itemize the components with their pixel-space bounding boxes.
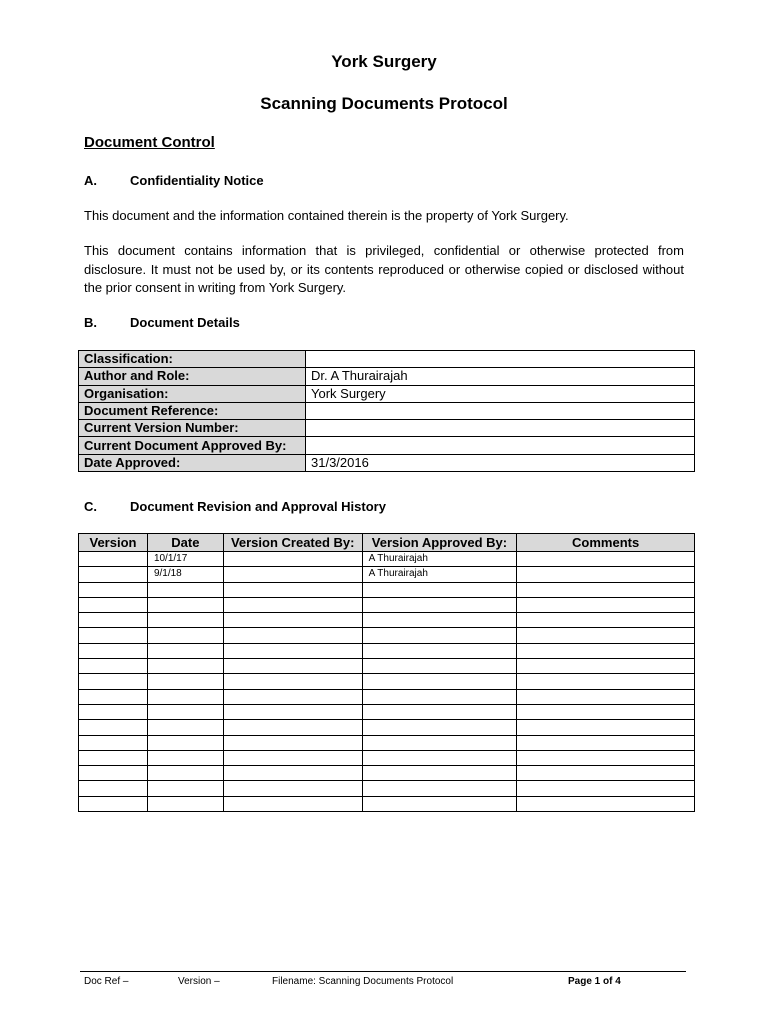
section-letter: C. <box>84 499 97 514</box>
history-row <box>79 750 695 765</box>
history-cell <box>362 628 517 643</box>
history-cell <box>223 552 362 567</box>
details-value <box>306 420 695 437</box>
history-cell <box>147 659 223 674</box>
history-cell <box>79 582 148 597</box>
history-cell <box>147 704 223 719</box>
history-cell <box>79 735 148 750</box>
section-title: Document Revision and Approval History <box>130 499 386 514</box>
history-cell <box>147 796 223 811</box>
history-cell <box>223 659 362 674</box>
history-cell <box>517 597 695 612</box>
history-cell <box>147 766 223 781</box>
details-value <box>306 437 695 454</box>
history-row <box>79 735 695 750</box>
history-cell: A Thurairajah <box>362 552 517 567</box>
history-row <box>79 613 695 628</box>
history-row <box>79 796 695 811</box>
history-row <box>79 552 695 567</box>
document-title: York Surgery <box>331 52 437 71</box>
section-c-heading <box>84 499 386 514</box>
section-letter: B. <box>84 315 97 330</box>
history-cell <box>147 643 223 658</box>
history-cell <box>79 659 148 674</box>
history-cell <box>517 781 695 796</box>
details-row <box>79 420 695 437</box>
history-row <box>79 582 695 597</box>
details-row <box>79 454 695 471</box>
history-cell <box>362 613 517 628</box>
details-row <box>79 368 695 385</box>
history-cell <box>223 704 362 719</box>
footer-divider <box>80 971 686 972</box>
history-cell <box>362 689 517 704</box>
confidentiality-paragraph-2: This document contains information that is privileged, confidential or otherwise protected from disclosure. It must not be used by, or its contents reproduced or otherwise copied or disclosed without the prior consent in writing from York Surgery. <box>84 243 684 295</box>
history-column-header: Date <box>147 534 223 552</box>
history-cell <box>223 735 362 750</box>
history-row <box>79 689 695 704</box>
footer-filename: Filename: Scanning Documents Protocol <box>272 976 454 987</box>
history-row <box>79 628 695 643</box>
history-cell <box>223 643 362 658</box>
history-cell <box>147 613 223 628</box>
history-cell <box>147 735 223 750</box>
history-cell <box>147 674 223 689</box>
history-cell <box>517 720 695 735</box>
history-cell <box>223 582 362 597</box>
section-b-heading <box>84 315 240 330</box>
history-cell <box>79 720 148 735</box>
history-cell <box>362 704 517 719</box>
history-cell <box>79 628 148 643</box>
history-cell <box>223 720 362 735</box>
history-cell <box>147 689 223 704</box>
history-cell: 9/1/18 <box>147 567 223 582</box>
history-cell <box>362 597 517 612</box>
history-cell <box>362 720 517 735</box>
details-value: York Surgery <box>306 385 695 402</box>
history-cell <box>79 766 148 781</box>
details-value: 31/3/2016 <box>306 454 695 471</box>
document-details-table <box>78 350 695 472</box>
history-row <box>79 781 695 796</box>
section-letter: A. <box>84 173 97 188</box>
history-row <box>79 704 695 719</box>
history-row <box>79 766 695 781</box>
history-cell <box>517 704 695 719</box>
history-cell <box>147 582 223 597</box>
confidentiality-paragraph-1: This document and the information contained therein is the property of York Surgery. <box>84 208 569 223</box>
history-cell <box>223 674 362 689</box>
history-cell <box>79 704 148 719</box>
history-cell <box>517 582 695 597</box>
history-cell <box>517 674 695 689</box>
details-row <box>79 437 695 454</box>
history-cell <box>79 643 148 658</box>
history-cell <box>517 613 695 628</box>
history-row <box>79 597 695 612</box>
history-row <box>79 674 695 689</box>
history-cell <box>79 796 148 811</box>
history-cell <box>517 643 695 658</box>
details-label: Document Reference: <box>79 402 306 419</box>
history-cell: A Thurairajah <box>362 567 517 582</box>
history-cell <box>517 796 695 811</box>
details-value <box>306 351 695 368</box>
footer-version: Version – <box>178 976 220 987</box>
history-cell <box>79 750 148 765</box>
revision-history-table <box>78 533 695 812</box>
history-cell <box>223 628 362 643</box>
history-cell <box>362 674 517 689</box>
history-row <box>79 659 695 674</box>
history-cell <box>79 597 148 612</box>
history-cell <box>223 766 362 781</box>
history-column-header: Version <box>79 534 148 552</box>
history-cell <box>79 781 148 796</box>
history-cell <box>517 750 695 765</box>
details-label: Current Version Number: <box>79 420 306 437</box>
history-cell <box>223 567 362 582</box>
document-control-heading: Document Control <box>84 134 215 151</box>
history-cell <box>79 613 148 628</box>
history-cell <box>147 597 223 612</box>
history-column-header: Comments <box>517 534 695 552</box>
history-row <box>79 720 695 735</box>
history-cell <box>517 659 695 674</box>
history-cell <box>223 613 362 628</box>
history-row <box>79 643 695 658</box>
details-value <box>306 402 695 419</box>
history-row <box>79 567 695 582</box>
history-cell <box>147 628 223 643</box>
history-cell <box>362 796 517 811</box>
section-title: Document Details <box>130 315 240 330</box>
history-cell <box>517 689 695 704</box>
details-row <box>79 402 695 419</box>
details-row <box>79 385 695 402</box>
details-label: Author and Role: <box>79 368 306 385</box>
document-subtitle: Scanning Documents Protocol <box>260 94 508 113</box>
history-cell <box>223 781 362 796</box>
history-cell <box>223 796 362 811</box>
history-cell <box>223 597 362 612</box>
history-cell <box>362 750 517 765</box>
details-label: Organisation: <box>79 385 306 402</box>
details-label: Current Document Approved By: <box>79 437 306 454</box>
footer-page-number: Page 1 of 4 <box>568 976 621 987</box>
history-cell <box>223 689 362 704</box>
section-title: Confidentiality Notice <box>130 173 264 188</box>
details-row <box>79 351 695 368</box>
footer-doc-ref: Doc Ref – <box>84 976 129 987</box>
history-cell <box>517 735 695 750</box>
history-cell <box>79 552 148 567</box>
history-cell <box>79 567 148 582</box>
details-label: Classification: <box>79 351 306 368</box>
history-cell <box>223 750 362 765</box>
history-cell <box>362 582 517 597</box>
details-value: Dr. A Thurairajah <box>306 368 695 385</box>
history-cell <box>517 766 695 781</box>
history-cell: 10/1/17 <box>147 552 223 567</box>
history-column-header: Version Approved By: <box>362 534 517 552</box>
history-cell <box>79 674 148 689</box>
history-cell <box>362 643 517 658</box>
history-cell <box>362 766 517 781</box>
history-cell <box>362 735 517 750</box>
section-a-heading <box>84 173 264 188</box>
history-cell <box>362 781 517 796</box>
history-cell <box>147 720 223 735</box>
history-cell <box>517 567 695 582</box>
history-cell <box>147 750 223 765</box>
history-cell <box>517 628 695 643</box>
history-cell <box>362 659 517 674</box>
history-column-header: Version Created By: <box>223 534 362 552</box>
details-label: Date Approved: <box>79 454 306 471</box>
history-cell <box>517 552 695 567</box>
history-cell <box>79 689 148 704</box>
history-cell <box>147 781 223 796</box>
